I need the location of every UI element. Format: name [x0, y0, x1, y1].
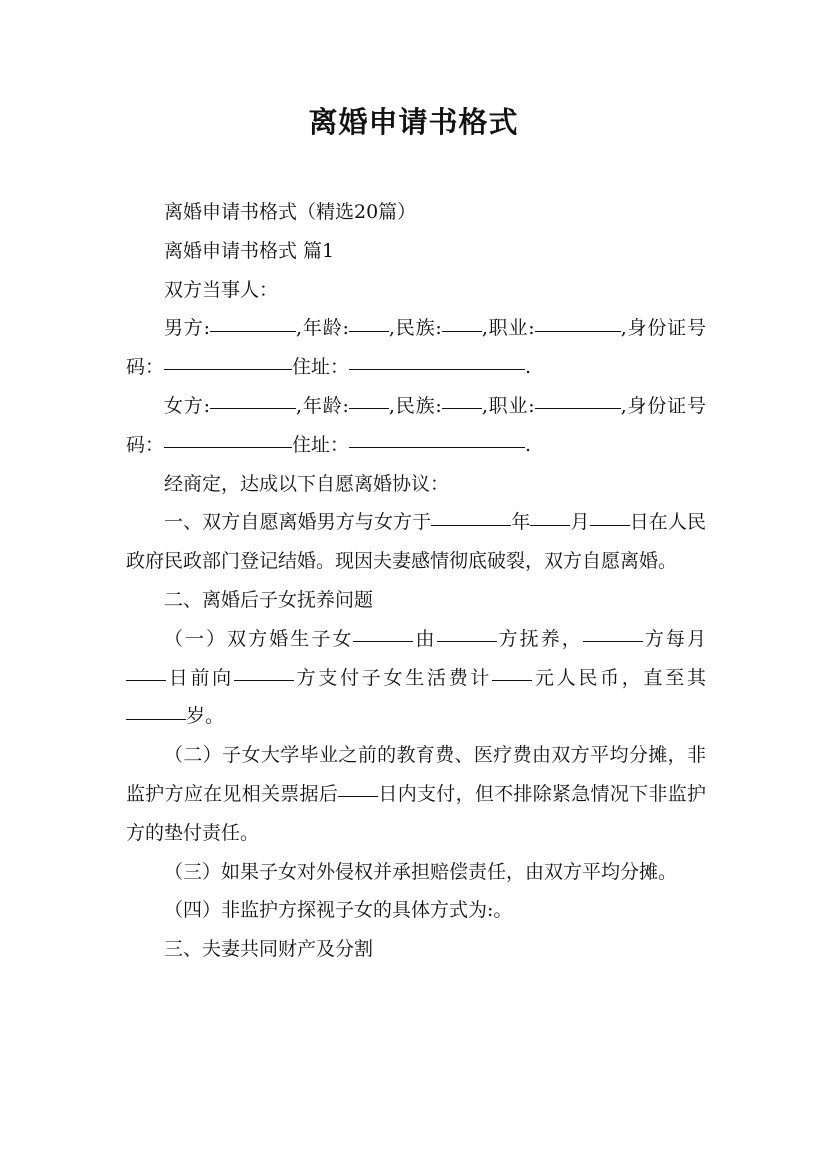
amount-blank [492, 679, 532, 681]
text: 元人民币，直至其 [532, 666, 706, 689]
female-age-blank [349, 407, 389, 409]
male-name-blank [210, 330, 296, 332]
female-info-paragraph [126, 387, 706, 465]
subclause-3-paragraph [126, 853, 706, 892]
male-age-blank [349, 330, 389, 332]
year-label: 年 [511, 511, 531, 534]
occupation-label: ,职业: [481, 317, 535, 340]
payment-days-blank [338, 795, 378, 797]
female-address-blank [349, 446, 525, 448]
male-occupation-blank [535, 330, 621, 332]
period: . [525, 356, 532, 379]
age-label: ,年龄: [296, 317, 349, 340]
subclause-2-text: （二）子女大学毕业之前的教育费、医疗费由双方平均分摊，非监护方应在见相关票据后 [126, 744, 706, 805]
document-title: 离婚申请书格式 [308, 105, 519, 139]
male-info-paragraph [126, 309, 706, 387]
subclause-3-text: （三）如果子女对外侵权并承担赔偿责任，由双方平均分摊。 [164, 860, 678, 883]
payee-party-blank [234, 679, 294, 681]
comma: , [620, 394, 627, 417]
subclause-1-text: （一）双方婚生子女 [164, 627, 354, 650]
month-label: 月 [570, 511, 590, 534]
payer-party-blank [583, 640, 643, 642]
parties-label [126, 271, 706, 310]
subclause-4-text: （四）非监护方探视子女的具体方式为:。 [164, 899, 513, 922]
text: 岁。 [186, 705, 225, 728]
section-heading [126, 232, 706, 271]
male-address-blank [349, 368, 525, 370]
subclause-2-paragraph [126, 736, 706, 852]
male-id-blank [164, 368, 292, 370]
document-body [126, 193, 706, 969]
clause-3-heading-text: 三、夫妻共同财产及分割 [164, 938, 374, 961]
agreement-intro-text: 经商定，达成以下自愿离婚协议： [164, 472, 450, 495]
subtitle-line [126, 193, 706, 232]
children-blank [353, 640, 413, 642]
id-label: 身份证号码： [126, 394, 706, 456]
female-id-blank [164, 446, 292, 448]
female-ethnicity-blank [442, 407, 482, 409]
ethnicity-label: ,民族: [388, 317, 442, 340]
subclause-4-paragraph [126, 891, 706, 930]
clause-2-heading-text: 二、离婚后子女抚养问题 [164, 588, 374, 611]
address-label: 住址： [292, 433, 350, 456]
occupation-label: ,职业: [481, 394, 535, 417]
month-blank [530, 524, 570, 526]
text: 日前向 [166, 666, 234, 689]
female-label: 女方: [164, 394, 211, 417]
subtitle-text: 离婚申请书格式（精选20篇） [164, 201, 417, 223]
female-name-blank [210, 407, 296, 409]
address-label: 住址： [292, 356, 350, 379]
pay-day-blank [126, 679, 166, 681]
day-blank [590, 524, 630, 526]
text: 由 [413, 627, 437, 650]
text: 方抚养， [496, 627, 583, 650]
clause-1-text-cont: 日在人民政府民政部门登记结婚。现因夫妻感情彻底破裂，双方自愿离婚。 [126, 511, 706, 573]
age-limit-blank [126, 718, 186, 720]
ethnicity-label: ,民族: [388, 394, 442, 417]
text: 方每月 [642, 627, 706, 650]
section-heading-text: 离婚申请书格式 篇1 [164, 239, 335, 262]
text: 方支付子女生活费计 [293, 666, 493, 689]
subclause-1-paragraph [126, 620, 706, 736]
parties-label-text: 双方当事人： [164, 278, 279, 301]
clause-2-heading [126, 581, 706, 620]
id-label: 身份证号码： [126, 317, 706, 379]
period: . [525, 433, 532, 456]
clause-1-text: 一、双方自愿离婚男方与女方于 [164, 511, 432, 534]
male-label: 男方: [164, 317, 211, 340]
male-ethnicity-blank [442, 330, 482, 332]
year-blank [431, 524, 511, 526]
custody-party-blank [437, 640, 497, 642]
female-occupation-blank [535, 407, 621, 409]
clause-1-paragraph [126, 503, 706, 581]
agreement-intro [126, 465, 706, 504]
clause-3-heading [126, 930, 706, 969]
age-label: ,年龄: [296, 394, 349, 417]
subclause-2-text-cont: 日内支付，但不排除紧急情况下非监护方的垫付责任。 [126, 782, 706, 844]
comma: , [620, 317, 627, 340]
